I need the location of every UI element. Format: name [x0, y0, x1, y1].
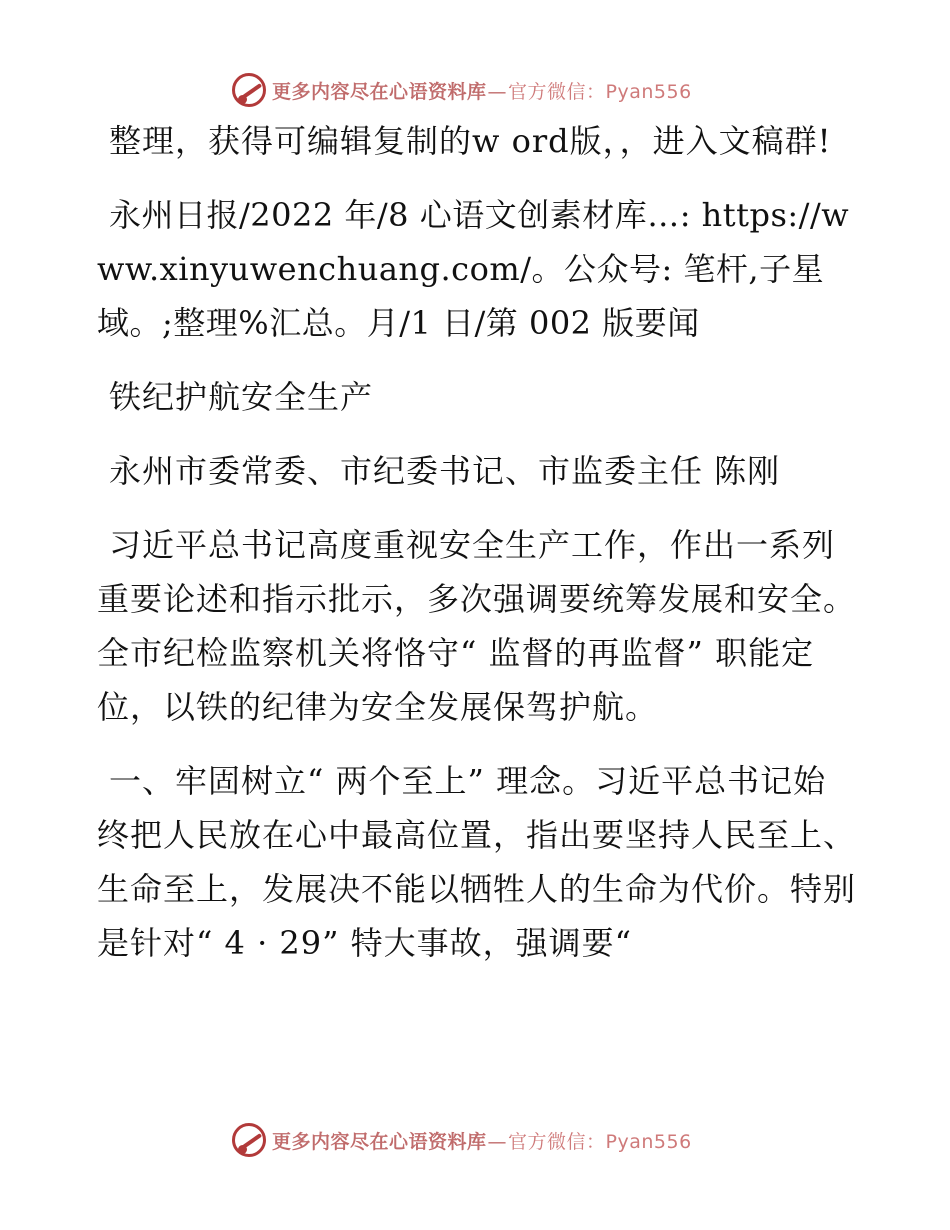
- intro-paragraph: 整理，获得可编辑复制的w ord版，，进入文稿群!: [109, 122, 832, 160]
- watermark-text: [272, 1127, 692, 1154]
- watermark-site-text: 更多内容尽在心语资料库: [272, 80, 487, 103]
- body-paragraph-1: 习近平总书记高度重视安全生产工作，作出一系列重要论述和指示批示，多次强调要统筹发展和安全。全市纪检监察机关将恪守“ 监督的再监督” 职能定位，以铁的纪律为安全发展保驾护航。: [97, 526, 857, 726]
- footer-watermark-banner: [232, 1120, 692, 1160]
- watermark-wechat-text: 官方微信：Pyan556: [508, 80, 692, 103]
- article-author: 永州市委常委、市纪委书记、市监委主任 陈刚: [109, 452, 781, 490]
- watermark-site-text: 更多内容尽在心语资料库: [272, 1130, 487, 1153]
- watermark-separator: —: [487, 1130, 508, 1153]
- article-title: 铁纪护航安全生产: [109, 378, 374, 416]
- pen-logo-icon: [232, 1123, 266, 1157]
- watermark-wechat-text: 官方微信：Pyan556: [508, 1130, 692, 1153]
- watermark-separator: —: [487, 80, 508, 103]
- body-paragraph-2: 一、牢固树立“ 两个至上” 理念。习近平总书记始终把人民放在心中最高位置，指出要坚持人民至上、生命至上，发展决不能以牺牲人的生命为代价。特别是针对“ 4 · 29” 特大事故，强调要“: [97, 762, 857, 962]
- watermark-text: [272, 77, 692, 104]
- source-paragraph: 永州日报/2022 年/8 心语文创素材库…: https://www.xinyuwenchuang.com/。公众号: 笔杆,子星域。;整理%汇总。月/1 日/第 002 版要闻: [97, 196, 850, 342]
- pen-logo-icon: [232, 73, 266, 107]
- document-body: [97, 114, 857, 990]
- header-watermark-banner: [232, 70, 692, 110]
